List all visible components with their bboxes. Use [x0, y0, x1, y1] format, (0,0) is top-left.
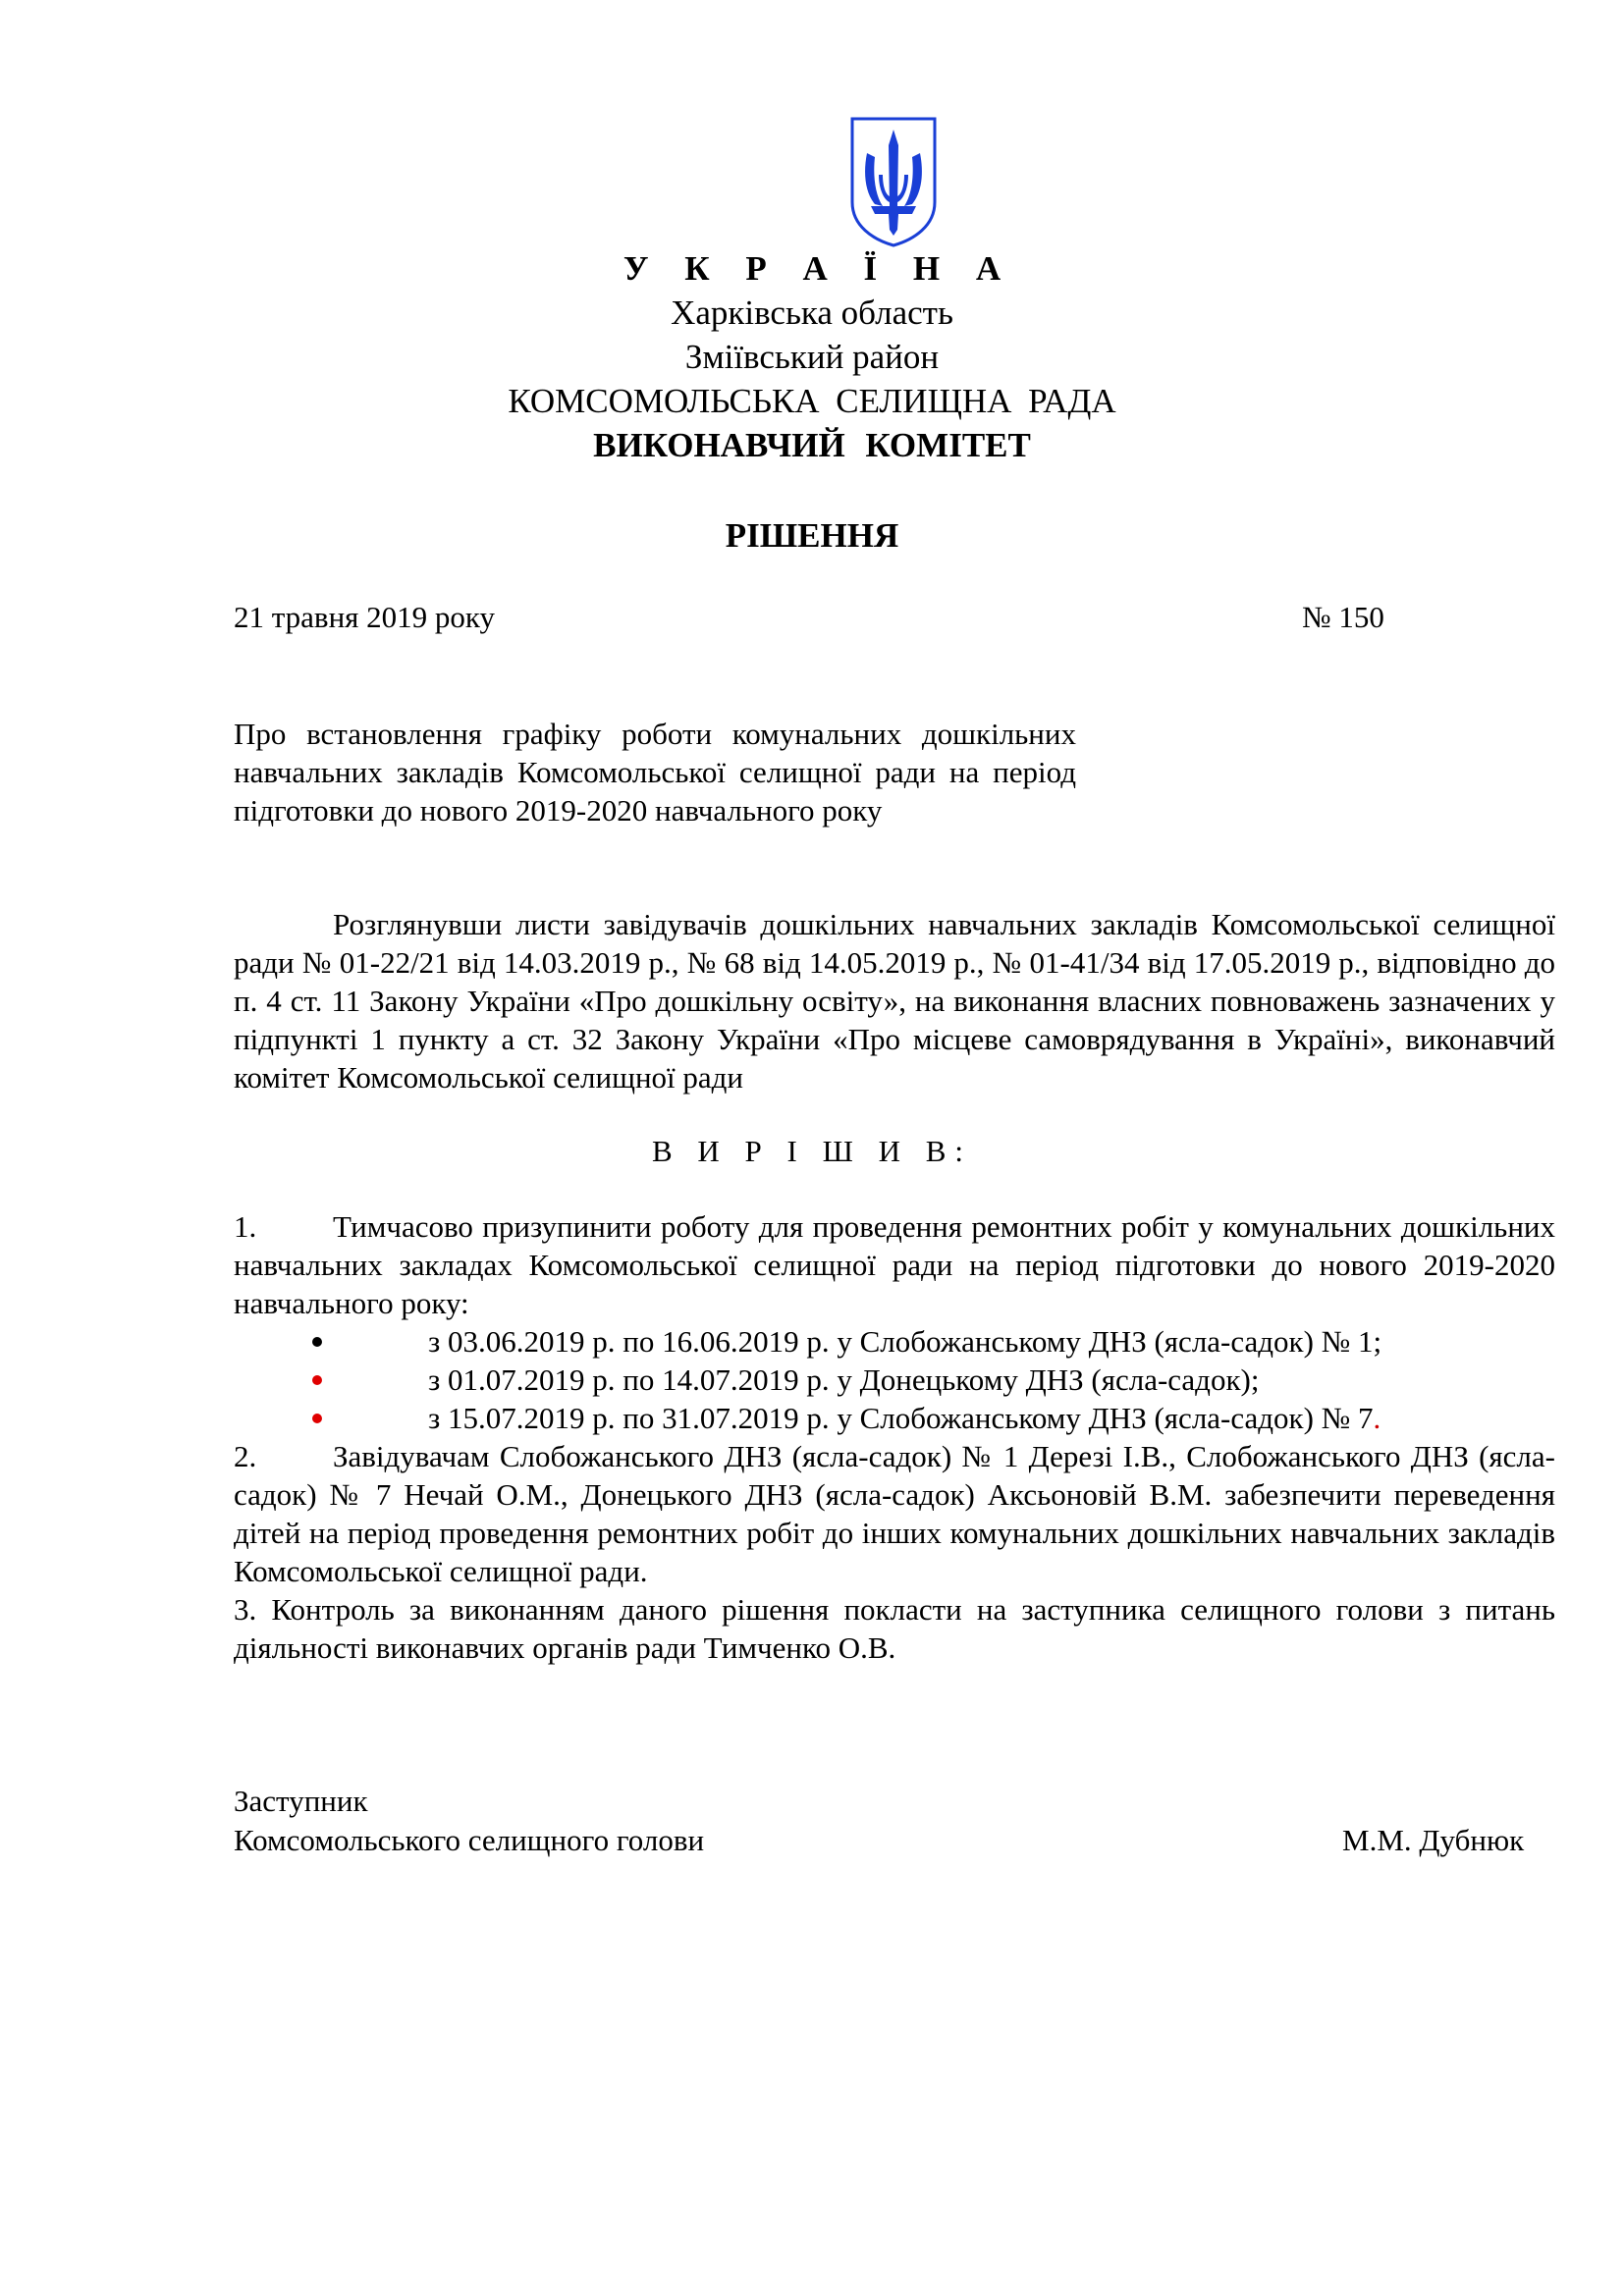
decision-item-2: [234, 1437, 1555, 1590]
signatory-name: М.М. Дубнюк: [1342, 1823, 1525, 1857]
list-item-text: з 03.06.2019 р. по 16.06.2019 р. у Слобожанському ДНЗ (ясла-садок) № 1;: [428, 1324, 1382, 1359]
preamble-paragraph: Розглянувши листи завідувачів дошкільних навчальних закладів Комсомольської селищної ради № 01-22/21 від 14.03.2019 р., № 68 від 14.05.2019 р., № 01-41/34 від 17.05.2019 р., відповідно до п. 4 ст. 11 Закону України «Про дошкільну освіту», на виконання власних повноважень зазначених у підпункті 1 пункту а ст. 32 Закону України «Про місцеве самоврядування в Україні», виконавчий комітет Комсомольської селищної ради: [234, 907, 1555, 1095]
committee-line: ВИКОНАВЧИЙ КОМІТЕТ: [593, 426, 1031, 464]
oblast-line: Харківська область: [671, 294, 953, 332]
country-heading: У К Р А Ї Н А: [623, 249, 1015, 288]
list-item-body: з 15.07.2019 р. по 31.07.2019 р. у Слобожанському ДНЗ (ясла-садок) № 7: [428, 1401, 1374, 1435]
item-number: 3.: [234, 1592, 257, 1627]
item-text: Контроль за виконанням даного рішення покласти на заступника селищного голови з питань діяльності виконавчих органів ради Тимченко О.В.: [234, 1592, 1556, 1665]
decision-heading: В И Р І Ш И В:: [651, 1134, 973, 1168]
bullet-icon: [312, 1414, 322, 1423]
item-number: 2.: [234, 1439, 257, 1473]
document-type-heading: РІШЕННЯ: [725, 516, 899, 555]
list-item: [234, 1399, 1555, 1437]
bullet-icon: [312, 1337, 322, 1347]
item-number: 1.: [234, 1209, 257, 1244]
decision-item-3: [234, 1590, 1555, 1667]
item-text: Завідувачам Слобожанського ДНЗ (ясла-садок) № 1 Дерезі І.В., Слобожанського ДНЗ (ясла-садок) № 7 Нечай О.М., Донецького ДНЗ (ясла-садок) Аксьоновій В.М. забезпечити переведення дітей на період проведення ремонтних робіт до інших комунальних дошкільних навчальних закладів Комсомольської селищної ради.: [234, 1439, 1555, 1588]
document-number: № 150: [1302, 600, 1384, 634]
item-text: Тимчасово призупинити роботу для проведення ремонтних робіт у комунальних дошкільних навчальних закладах Комсомольської селищної ради на період підготовки до нового 2019-2020 навчального року:: [234, 1209, 1555, 1320]
bullet-icon: [312, 1375, 322, 1385]
list-item-end-mark: .: [1373, 1401, 1381, 1435]
list-item: [234, 1322, 1555, 1361]
decision-item-1: [234, 1207, 1555, 1322]
list-item: [234, 1361, 1555, 1399]
signatory-title: Заступник: [234, 1784, 368, 1818]
list-item-text: [428, 1399, 1380, 1437]
coat-of-arms-icon: [849, 116, 938, 247]
document-subject: Про встановлення графіку роботи комунальних дошкільних навчальних закладів Комсомольської селищної ради на період підготовки до нового 2019-2020 навчального року: [234, 717, 1076, 828]
schedule-list: [234, 1322, 1555, 1437]
signatory-role: Комсомольського селищного голови: [234, 1823, 705, 1857]
document-date: 21 травня 2019 року: [234, 600, 496, 634]
list-item-text: з 01.07.2019 р. по 14.07.2019 р. у Донецькому ДНЗ (ясла-садок);: [428, 1362, 1260, 1397]
council-line: КОМСОМОЛЬСЬКА СЕЛИЩНА РАДА: [508, 382, 1116, 420]
rayon-line: Зміївський район: [684, 338, 940, 376]
